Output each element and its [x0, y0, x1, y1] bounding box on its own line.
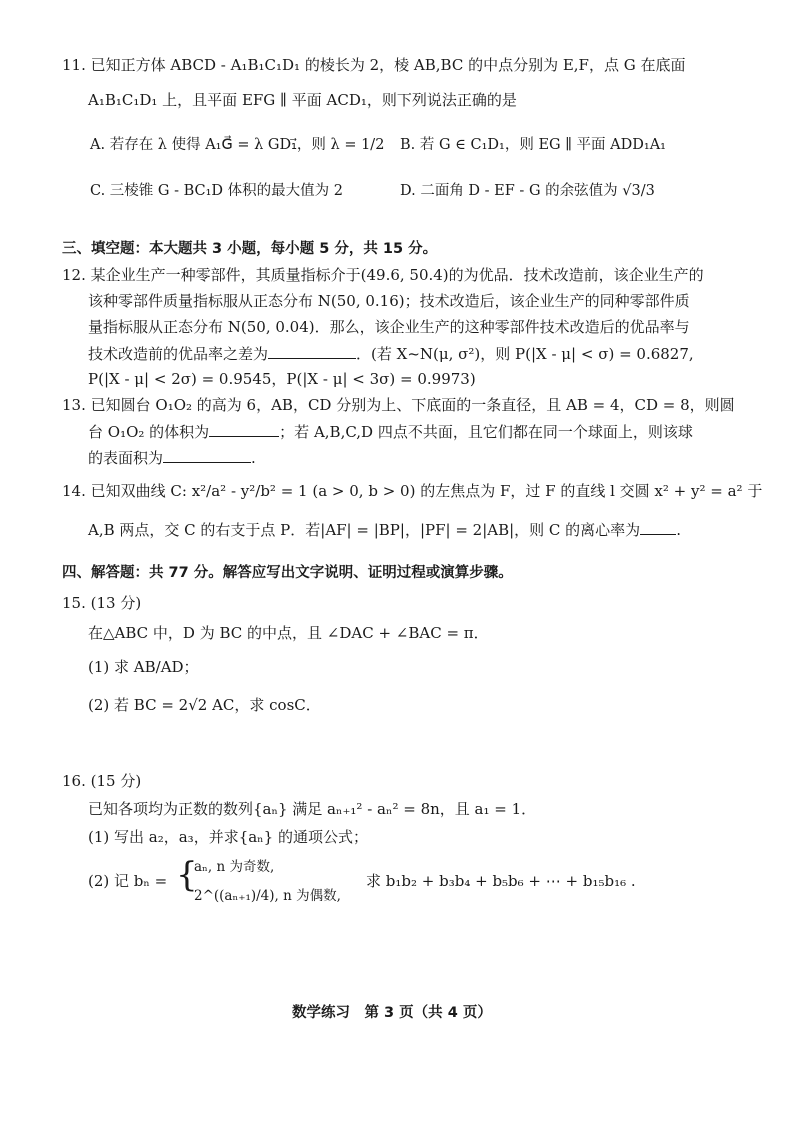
q16-case-odd: aₙ, n 为奇数,	[194, 859, 275, 875]
q15-part2: (2) 若 BC = 2√2 AC，求 cosC．	[88, 696, 321, 714]
section3-heading: 三、填空题：本大题共 3 小题，每小题 5 分，共 15 分。	[62, 241, 438, 257]
q15-number: 15. (13 分)	[62, 594, 142, 612]
q13-line1: 13. 已知圆台 O₁O₂ 的高为 6，AB，CD 分别为上、下底面的一条直径，且 AB = 4，CD = 8，则圆	[62, 396, 735, 414]
q14-line2-text: A,B 两点，交 C 的右支于点 P．若|AF| = |BP|，|PF| = 2|AB|，则 C 的离心率为	[88, 521, 641, 539]
q12-line5: P(|X - μ| < 2σ) = 0.9545，P(|X - μ| < 3σ) = 0.9973)	[88, 370, 476, 388]
q14-line2-end: .	[676, 521, 681, 539]
q13-line3-end: .	[251, 449, 256, 467]
q16-case-even: 2^((aₙ₊₁)/4), n 为偶数,	[194, 888, 341, 904]
q11-option-c: C. 三棱锥 G - BC₁D 体积的最大值为 2	[90, 183, 344, 199]
q16-brace: {	[176, 855, 198, 895]
q11-option-a: A. 若存在 λ 使得 A₁G⃗ = λ GD₁⃗，则 λ = 1/2	[90, 137, 385, 153]
q13-line2-text: 台 O₁O₂ 的体积为	[88, 423, 210, 441]
page-footer: 数学练习 第 3 页（共 4 页）	[292, 1005, 492, 1021]
q12-line4-hint: ．(若 X~N(μ, σ²)，则 P(|X - μ| < σ) = 0.6827,	[356, 345, 694, 363]
q12-line2: 该种零部件质量指标服从正态分布 N(50, 0.16)；技术改造后，该企业生产的同种零部件质	[88, 292, 690, 310]
q16-part2-lead: (2) 记 bₙ =	[88, 872, 168, 890]
q16-stem: 已知各项均为正数的数列{aₙ} 满足 aₙ₊₁² - aₙ² = 8n，且 a₁ = 1．	[88, 800, 537, 818]
q11-option-d: D. 二面角 D - EF - G 的余弦值为 √3/3	[400, 183, 655, 199]
q13-line2	[88, 424, 693, 440]
q13-line3	[88, 450, 256, 466]
q11-option-b: B. 若 G ∈ C₁D₁，则 EG ∥ 平面 ADD₁A₁	[400, 137, 666, 153]
q15-stem: 在△ABC 中，D 为 BC 的中点，且 ∠DAC + ∠BAC = π．	[88, 624, 489, 642]
q11-line1: 11. 已知正方体 ABCD - A₁B₁C₁D₁ 的棱长为 2，棱 AB,BC 的中点分别为 E,F，点 G 在底面	[62, 56, 686, 74]
section4-heading: 四、解答题：共 77 分。解答应写出文字说明、证明过程或演算步骤。	[62, 565, 513, 581]
q12-line4	[88, 346, 694, 362]
q14-answer-blank[interactable]	[640, 522, 676, 535]
q13-line3-text: 的表面积为	[88, 449, 164, 467]
q11-line2: A₁B₁C₁D₁ 上，且平面 EFG ∥ 平面 ACD₁，则下列说法正确的是	[88, 91, 517, 109]
q13-area-blank[interactable]	[163, 450, 251, 463]
q13-volume-blank[interactable]	[209, 424, 279, 437]
q12-line1: 12. 某企业生产一种零部件，其质量指标介于(49.6, 50.4)的为优品．技术改造前，该企业生产的	[62, 266, 704, 284]
q12-line3: 量指标服从正态分布 N(50, 0.04)．那么，该企业生产的这种零部件技术改造后的优品率与	[88, 318, 690, 336]
q16-number: 16. (15 分)	[62, 772, 142, 790]
q14-line2	[88, 522, 681, 538]
q12-answer-blank[interactable]	[268, 346, 356, 359]
q16-part1: (1) 写出 a₂，a₃，并求{aₙ} 的通项公式；	[88, 828, 368, 846]
q14-line1: 14. 已知双曲线 C: x²/a² - y²/b² = 1 (a > 0, b > 0) 的左焦点为 F，过 F 的直线 l 交圆 x² + y² = a² 于	[62, 482, 763, 500]
q16-part2-tail: 求 b₁b₂ + b₃b₄ + b₅b₆ + ⋯ + b₁₅b₁₆ .	[366, 872, 636, 890]
q13-line2-rest: ；若 A,B,C,D 四点不共面，且它们都在同一个球面上，则该球	[279, 423, 693, 441]
q12-line4-text: 技术改造前的优品率之差为	[88, 345, 269, 363]
q15-part1: (1) 求 AB/AD；	[88, 658, 199, 676]
